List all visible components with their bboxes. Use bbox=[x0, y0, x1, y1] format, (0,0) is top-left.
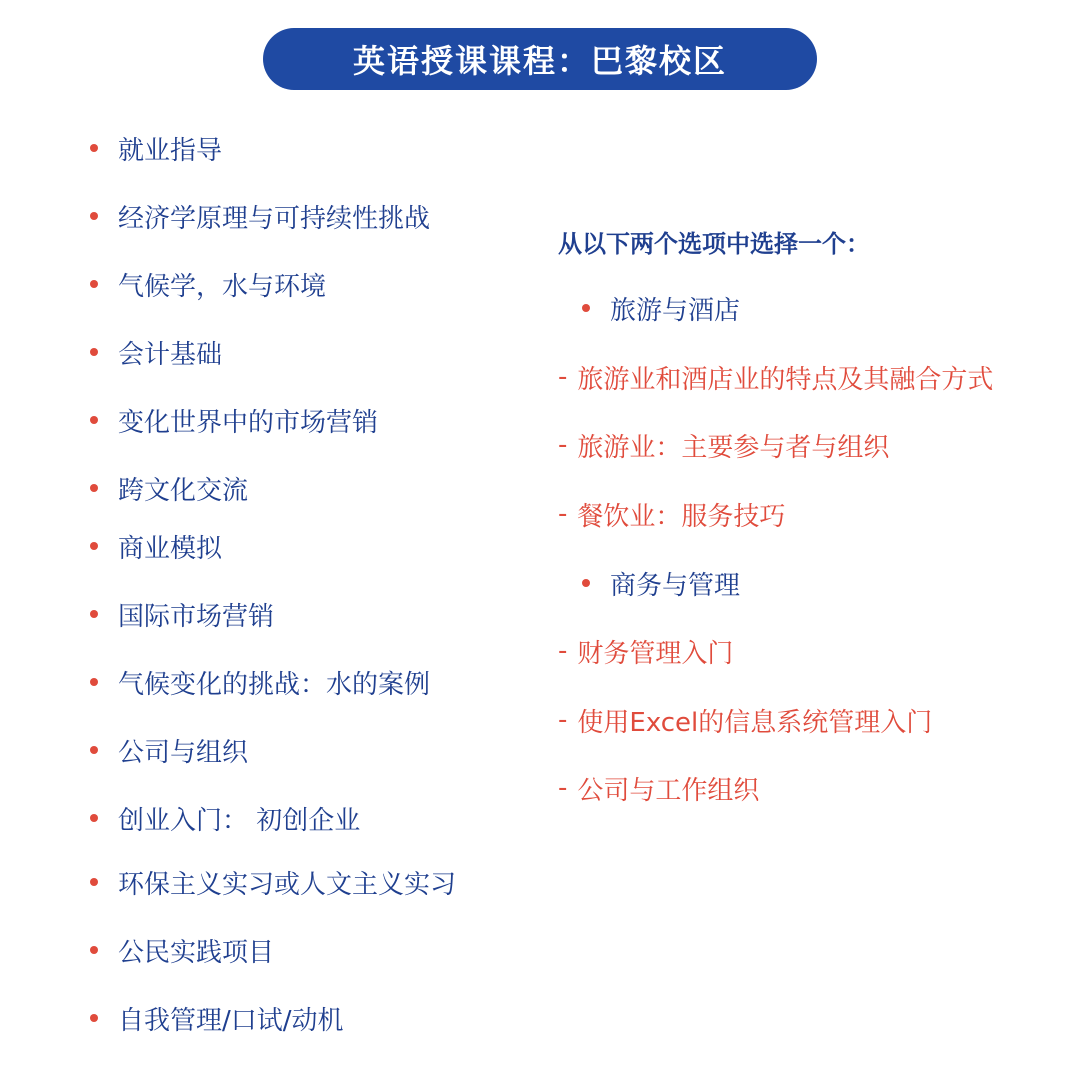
list-item bbox=[558, 428, 889, 462]
course-label: 气候学，水与环境 bbox=[118, 271, 327, 302]
course-label: 跨文化交流 bbox=[118, 475, 249, 506]
dash-marker: - bbox=[558, 430, 568, 460]
page-title: 英语授课课程：巴黎校区 bbox=[263, 28, 817, 90]
course-label: 商业模拟 bbox=[118, 533, 223, 564]
list-item bbox=[558, 360, 993, 394]
elective-heading: 从以下两个选项中选择一个： bbox=[558, 229, 870, 258]
option-label: 旅游与酒店 bbox=[610, 295, 741, 326]
dash-marker: - bbox=[558, 499, 568, 529]
course-label: 公民实践项目 bbox=[118, 937, 275, 968]
bullet-icon bbox=[90, 610, 98, 618]
course-label: 财务管理入门 bbox=[577, 638, 734, 669]
course-label: 公司与组织 bbox=[118, 737, 249, 768]
list-item bbox=[558, 634, 733, 668]
course-label: 使用Excel的信息系统管理入门 bbox=[577, 707, 933, 738]
bullet-icon bbox=[90, 678, 98, 686]
bullet-icon bbox=[90, 484, 98, 492]
bullet-icon bbox=[90, 878, 98, 886]
bullet-icon bbox=[582, 579, 590, 587]
list-item bbox=[90, 1001, 344, 1035]
list-item bbox=[90, 801, 360, 835]
list-item bbox=[558, 703, 932, 737]
list-item bbox=[90, 471, 248, 505]
course-label: 就业指导 bbox=[118, 135, 223, 166]
list-item bbox=[90, 403, 378, 437]
elective-option bbox=[582, 566, 740, 600]
bullet-icon bbox=[90, 746, 98, 754]
list-item bbox=[90, 733, 248, 767]
course-label: 公司与工作组织 bbox=[577, 775, 760, 806]
list-item bbox=[90, 597, 274, 631]
bullet-icon bbox=[90, 416, 98, 424]
bullet-icon bbox=[90, 946, 98, 954]
bullet-icon bbox=[90, 1014, 98, 1022]
course-label: 创业入门： 初创企业 bbox=[118, 805, 361, 836]
course-label: 餐饮业：服务技巧 bbox=[577, 501, 786, 532]
bullet-icon bbox=[90, 212, 98, 220]
elective-option bbox=[582, 291, 740, 325]
list-item bbox=[90, 199, 430, 233]
course-label: 变化世界中的市场营销 bbox=[118, 407, 379, 438]
bullet-icon bbox=[90, 348, 98, 356]
bullet-icon bbox=[582, 304, 590, 312]
option-label: 商务与管理 bbox=[610, 570, 741, 601]
list-item bbox=[90, 665, 430, 699]
course-label: 自我管理/口试/动机 bbox=[118, 1005, 344, 1036]
dash-marker: - bbox=[558, 362, 568, 392]
course-label: 国际市场营销 bbox=[118, 601, 275, 632]
course-label: 会计基础 bbox=[118, 339, 223, 370]
dash-marker: - bbox=[558, 636, 568, 666]
list-item bbox=[558, 497, 785, 531]
course-label: 环保主义实习或人文主义实习 bbox=[118, 869, 457, 900]
list-item bbox=[90, 131, 222, 165]
dash-marker: - bbox=[558, 773, 568, 803]
list-item bbox=[90, 865, 456, 899]
list-item bbox=[90, 267, 326, 301]
course-label: 经济学原理与可持续性挑战 bbox=[118, 203, 431, 234]
bullet-icon bbox=[90, 280, 98, 288]
course-label: 旅游业：主要参与者与组织 bbox=[577, 432, 890, 463]
list-item bbox=[90, 529, 222, 563]
list-item bbox=[90, 933, 274, 967]
bullet-icon bbox=[90, 542, 98, 550]
list-item bbox=[90, 335, 222, 369]
course-label: 旅游业和酒店业的特点及其融合方式 bbox=[577, 364, 994, 395]
course-label: 气候变化的挑战：水的案例 bbox=[118, 669, 431, 700]
dash-marker: - bbox=[558, 705, 568, 735]
bullet-icon bbox=[90, 814, 98, 822]
list-item bbox=[558, 771, 759, 805]
bullet-icon bbox=[90, 144, 98, 152]
